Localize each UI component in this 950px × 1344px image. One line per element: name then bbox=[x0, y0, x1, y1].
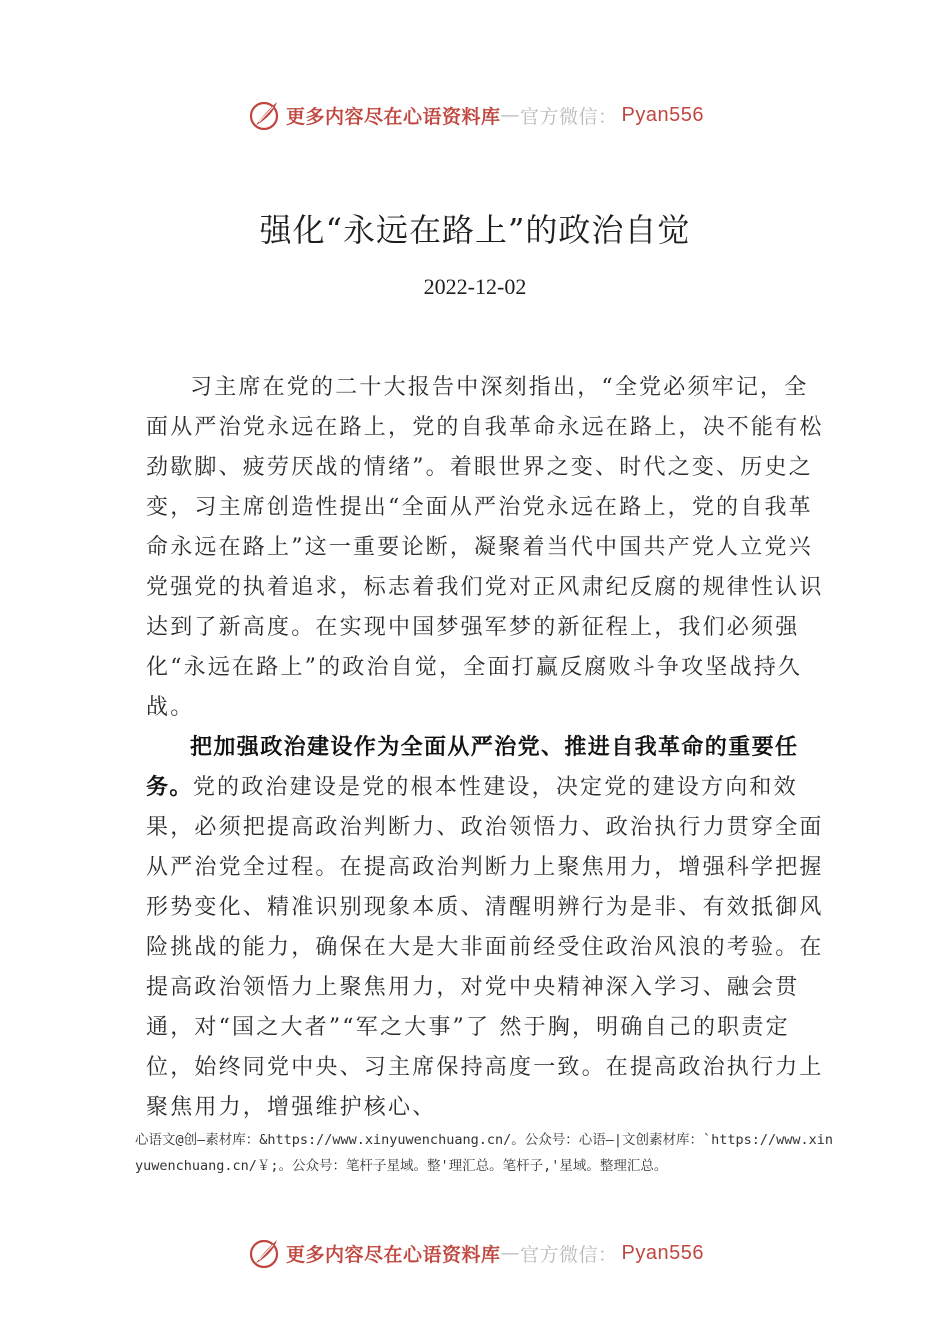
banner-wechat-label: 官方微信： bbox=[520, 105, 618, 128]
footer-banner-separator: — bbox=[500, 1242, 521, 1264]
footer-banner-wechat-label: 官方微信： bbox=[520, 1243, 618, 1266]
paragraph-2 bbox=[146, 728, 826, 1128]
paragraph-1: 习主席在党的二十大报告中深刻指出，“全党必须牢记，全面从严治党永远在路上，党的自我革命永远在路上，决不能有松劲歇脚、疲劳厌战的情绪”。着眼世界之变、时代之变、历史之变，习主席创造性提出“全面从严治党永远在路上，党的自我革命永远在路上”这一重要论断，凝聚着当代中国共产党人立党兴党强党的执着追求，标志着我们党对正风肃纪反腐的规律性认识达到了新高度。在实现中国梦强军梦的新征程上，我们必须强化“永远在路上”的政治自觉，全面打赢反腐败斗争攻坚战持久战。 bbox=[146, 375, 824, 720]
banner-brand-text: 更多内容尽在心语资料库 bbox=[286, 105, 501, 128]
banner-wechat-id: Pyan556 bbox=[621, 103, 704, 126]
quill-seal-icon bbox=[246, 97, 282, 133]
paragraph-2-text: 党的政治建设是党的根本性建设，决定党的建设方向和效果，必须把提高政治判断力、政治领悟力、政治执行力贯穿全面从严治党全过程。在提高政治判断力上聚焦用力，增强科学把握形势变化、精准识别现象本质、清醒明辨行为是非、有效抵御风险挑战的能力，确保在大是大非面前经受住政治风浪的考验。在提高政治领悟力上聚焦用力，对党中央精神深入学习、融会贯通，对“国之大者”“军之大事”了 然于胸，明确自己的职责定位，始终同党中央、习主席保持高度一致。在提高政治执行力上聚焦用力，增强维护核心、 bbox=[146, 775, 824, 1120]
footer-note: 心语文@创—素材库：&https://www.xinyuwenchuang.cn/。公众号：心语—|文创素材库：`https://www.xinyuwenchuang.cn/￥;。公众号：笔杆子星域。整'理汇总。笔杆子,'星域。整理汇总。 bbox=[135, 1132, 834, 1174]
paragraph-2-heading: 把加强政治建设作为全面从严治党、推进自我革命的重要任务。 bbox=[146, 735, 799, 800]
banner-separator: — bbox=[500, 104, 521, 126]
header-banner bbox=[0, 95, 950, 135]
footer-banner bbox=[0, 1233, 950, 1273]
footer-banner-brand-text: 更多内容尽在心语资料库 bbox=[286, 1243, 501, 1266]
article-title: 强化“永远在路上”的政治自觉 bbox=[259, 211, 691, 249]
footer-banner-wechat-id: Pyan556 bbox=[621, 1241, 704, 1264]
article-date: 2022-12-02 bbox=[423, 274, 527, 299]
quill-seal-icon bbox=[246, 1235, 282, 1271]
article-body bbox=[146, 368, 826, 1128]
